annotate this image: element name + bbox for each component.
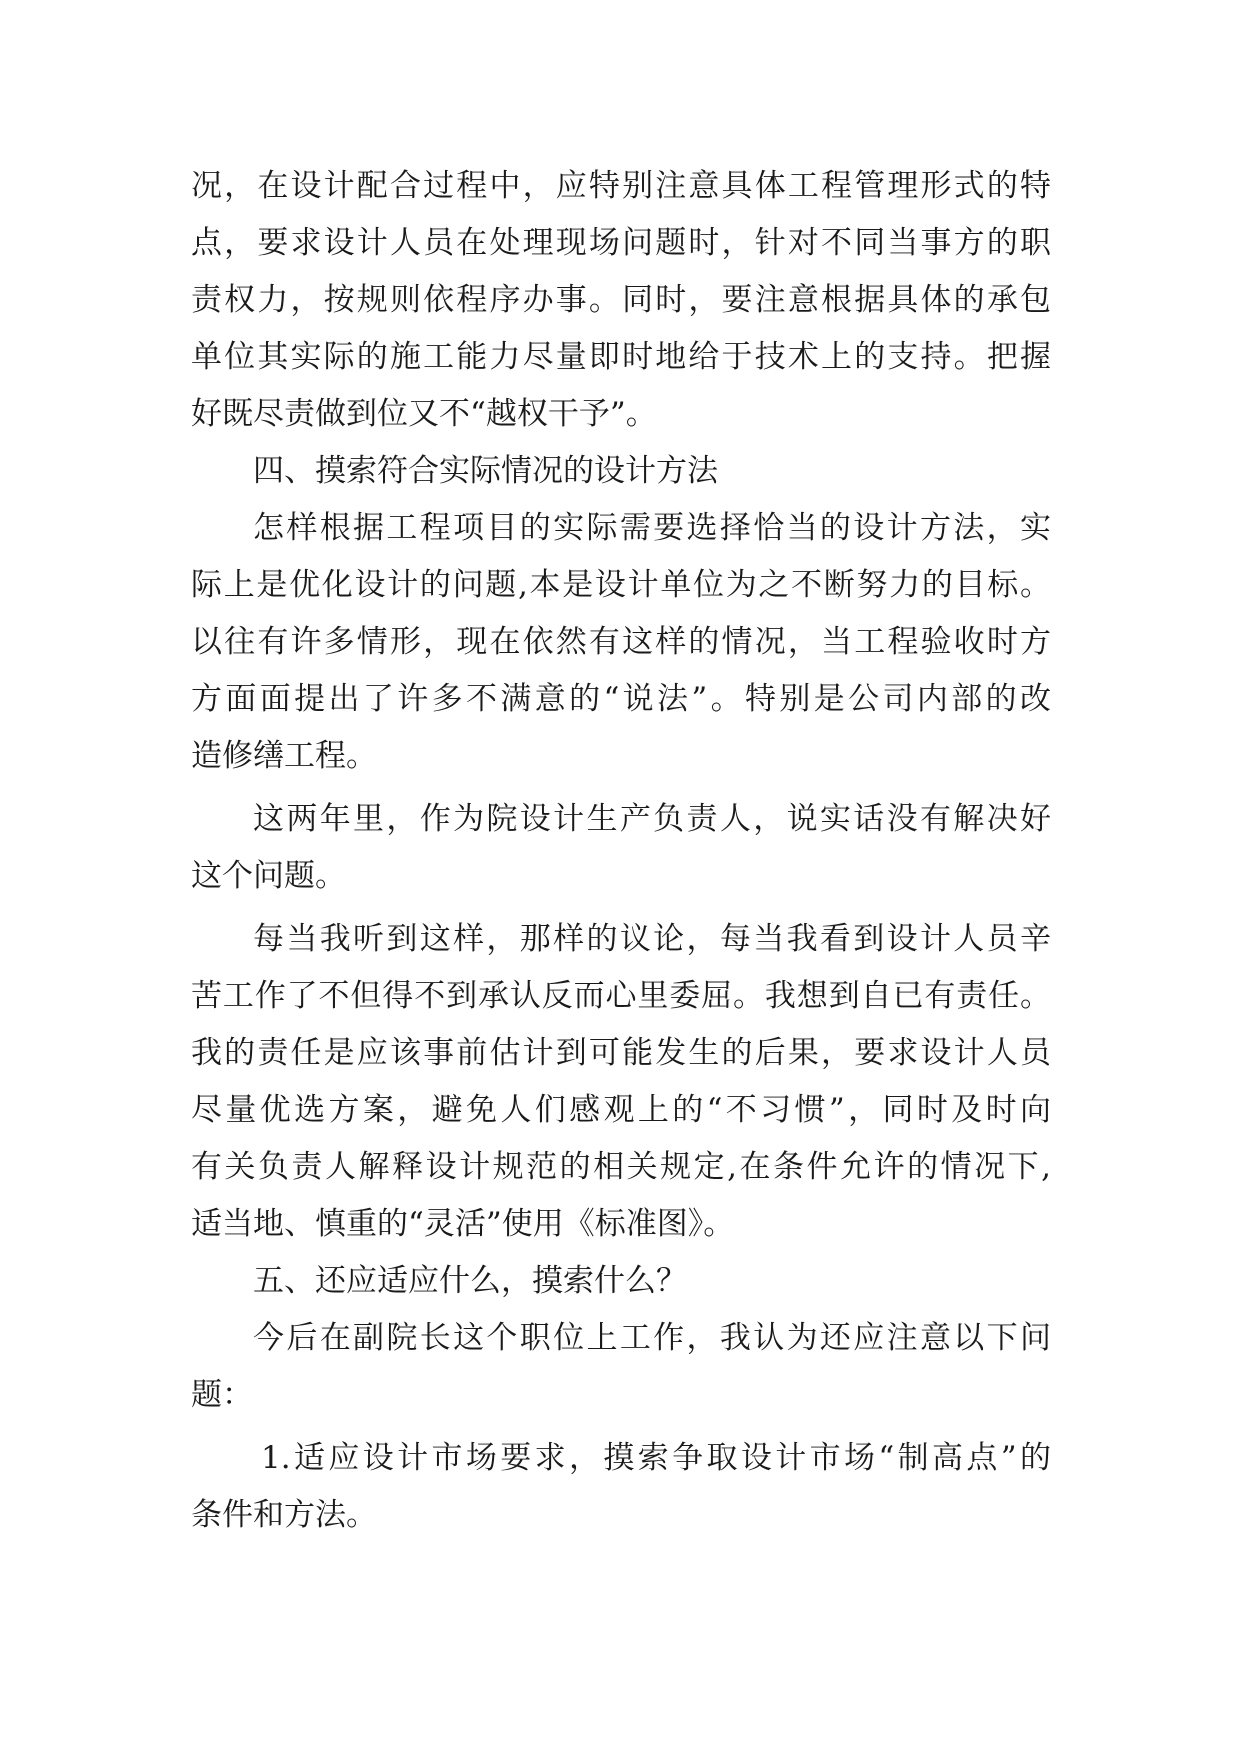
text-line: 方面面提出了许多不满意的“说法”。特别是公司内部的改	[191, 681, 1051, 717]
list-item	[191, 1430, 1051, 1544]
text-line: 责权力，按规则依程序办事。同时，要注意根据具体的承包	[191, 282, 1051, 318]
text-line: 况，在设计配合过程中，应特别注意具体工程管理形式的特	[191, 168, 1051, 204]
heading-text: 四、摸索符合实际情况的设计方法	[253, 453, 718, 489]
text-line: 今后在副院长这个职位上工作，我认为还应注意以下问	[253, 1320, 1051, 1356]
text-line: 际上是优化设计的问题,本是设计单位为之不断努力的目标。	[191, 567, 1051, 603]
text-line: 点，要求设计人员在处理现场问题时，针对不同当事方的职	[191, 225, 1051, 261]
text-line: 有关负责人解释设计规范的相关规定,在条件允许的情况下,	[191, 1149, 1051, 1185]
text-line: 这个问题。	[191, 858, 346, 894]
section-heading	[191, 1253, 1051, 1310]
text-line: 我的责任是应该事前估计到可能发生的后果，要求设计人员	[191, 1035, 1051, 1071]
text-line: 1.适应设计市场要求，摸索争取设计市场“制高点”的	[261, 1440, 1051, 1476]
text-line: 题：	[191, 1377, 253, 1413]
paragraph	[191, 1310, 1051, 1424]
section-heading	[191, 443, 1051, 500]
text-line: 这两年里，作为院设计生产负责人，说实话没有解决好	[253, 801, 1051, 837]
paragraph	[191, 791, 1051, 905]
paragraph	[191, 911, 1051, 1253]
text-line: 单位其实际的施工能力尽量即时地给于技术上的支持。把握	[191, 339, 1051, 375]
text-line: 以往有许多情形，现在依然有这样的情况，当工程验收时方	[191, 624, 1051, 660]
body-text	[191, 158, 1051, 1544]
text-line: 尽量优选方案，避免人们感观上的“不习惯”，同时及时向	[191, 1092, 1051, 1128]
paragraph	[191, 500, 1051, 785]
text-line: 适当地、慎重的“灵活”使用《标准图》。	[191, 1206, 735, 1242]
text-line: 好既尽责做到位又不“越权干予”。	[191, 396, 657, 432]
text-line: 条件和方法。	[191, 1497, 377, 1533]
text-line: 怎样根据工程项目的实际需要选择恰当的设计方法，实	[253, 510, 1051, 546]
text-line: 苦工作了不但得不到承认反而心里委屈。我想到自已有责任。	[191, 978, 1051, 1014]
text-line: 造修缮工程。	[191, 738, 377, 774]
text-line: 每当我听到这样，那样的议论，每当我看到设计人员辛	[253, 921, 1051, 957]
paragraph	[191, 158, 1051, 443]
heading-text: 五、还应适应什么，摸索什么？	[253, 1263, 687, 1299]
